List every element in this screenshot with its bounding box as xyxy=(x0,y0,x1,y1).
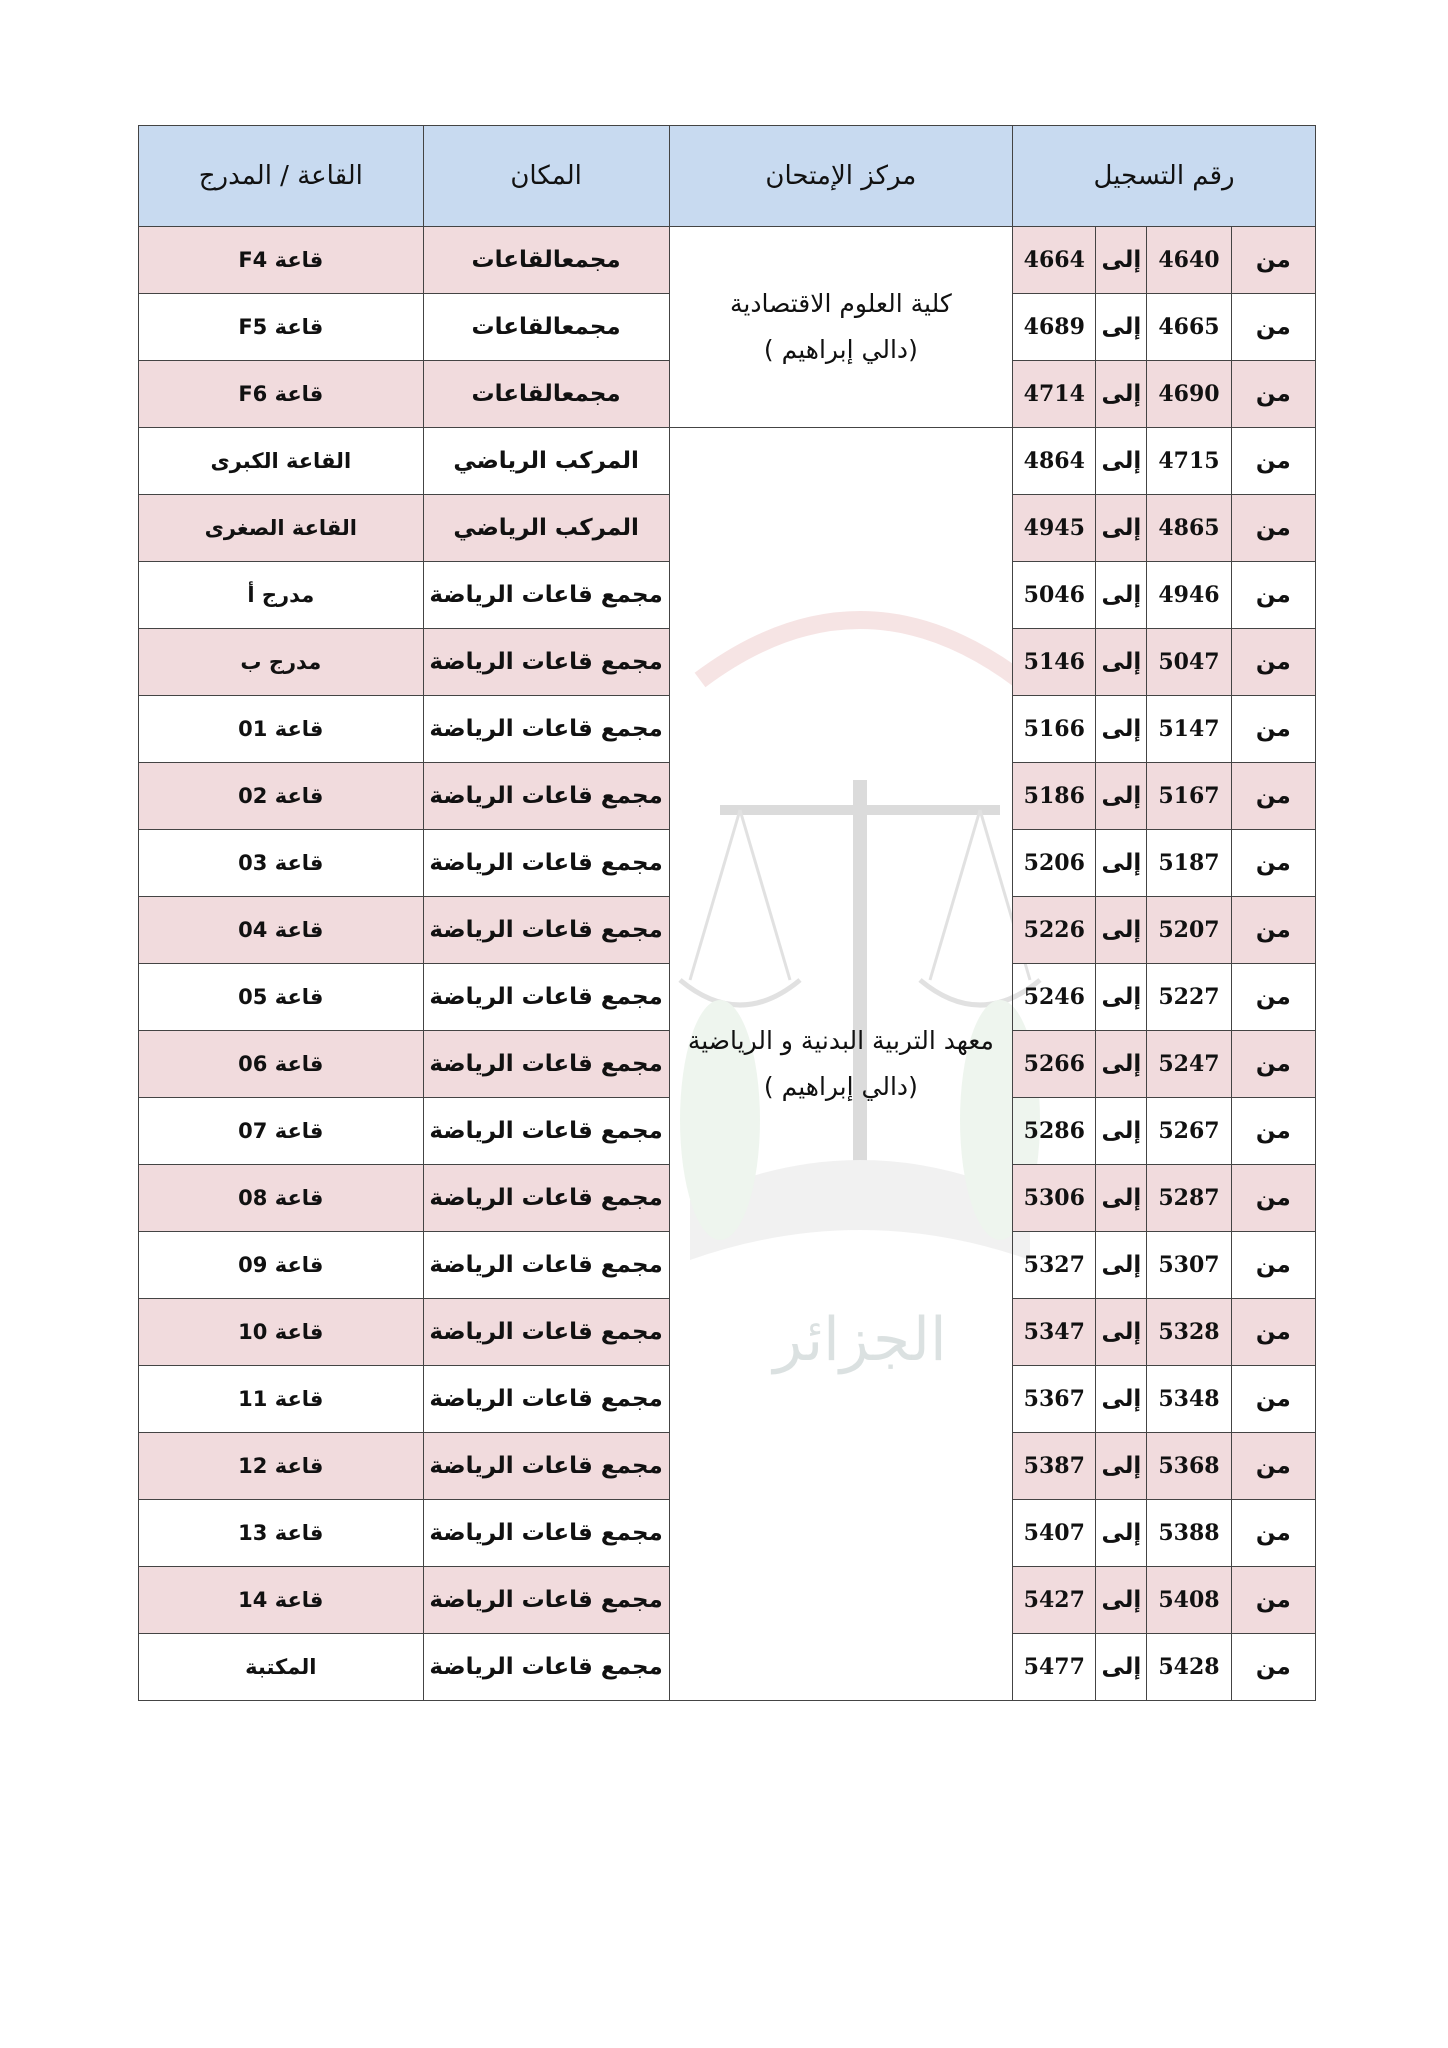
from-label: من xyxy=(1231,1500,1315,1567)
place-cell: مجمع قاعات الرياضة xyxy=(423,1232,669,1299)
range-to: 4689 xyxy=(1013,294,1096,361)
to-label: إلى xyxy=(1096,964,1147,1031)
from-label: من xyxy=(1231,1031,1315,1098)
to-label: إلى xyxy=(1096,294,1147,361)
range-to: 4714 xyxy=(1013,361,1096,428)
header-place: المكان xyxy=(423,126,669,227)
hall-cell: مدرج ب xyxy=(139,629,424,696)
range-to: 5477 xyxy=(1013,1634,1096,1701)
hall-cell: قاعة F5 xyxy=(139,294,424,361)
to-label: إلى xyxy=(1096,897,1147,964)
hall-cell: قاعة 04 xyxy=(139,897,424,964)
from-label: من xyxy=(1231,1232,1315,1299)
to-label: إلى xyxy=(1096,1433,1147,1500)
from-label: من xyxy=(1231,897,1315,964)
place-cell: مجمع قاعات الرياضة xyxy=(423,1165,669,1232)
from-label: من xyxy=(1231,964,1315,1031)
range-from: 5247 xyxy=(1147,1031,1231,1098)
hall-cell: قاعة F6 xyxy=(139,361,424,428)
range-to: 5347 xyxy=(1013,1299,1096,1366)
range-to: 5387 xyxy=(1013,1433,1096,1500)
to-label: إلى xyxy=(1096,696,1147,763)
place-cell: المركب الرياضي xyxy=(423,495,669,562)
place-cell: مجمع قاعات الرياضة xyxy=(423,1433,669,1500)
range-to: 5407 xyxy=(1013,1500,1096,1567)
table-row xyxy=(139,428,1316,495)
hall-cell: قاعة 11 xyxy=(139,1366,424,1433)
range-to: 5166 xyxy=(1013,696,1096,763)
header-registration: رقم التسجيل xyxy=(1013,126,1316,227)
from-label: من xyxy=(1231,428,1315,495)
hall-cell: قاعة 01 xyxy=(139,696,424,763)
hall-cell: قاعة 07 xyxy=(139,1098,424,1165)
to-label: إلى xyxy=(1096,495,1147,562)
range-to: 5327 xyxy=(1013,1232,1096,1299)
from-label: من xyxy=(1231,562,1315,629)
place-cell: مجمعالقاعات xyxy=(423,361,669,428)
to-label: إلى xyxy=(1096,830,1147,897)
range-from: 5368 xyxy=(1147,1433,1231,1500)
place-cell: المركب الرياضي xyxy=(423,428,669,495)
exam-center-cell xyxy=(669,428,1013,1701)
hall-cell: قاعة 12 xyxy=(139,1433,424,1500)
exam-schedule-table xyxy=(138,125,1316,1701)
range-from: 5147 xyxy=(1147,696,1231,763)
range-from: 5388 xyxy=(1147,1500,1231,1567)
range-from: 5227 xyxy=(1147,964,1231,1031)
table-row xyxy=(139,227,1316,294)
place-cell: مجمع قاعات الرياضة xyxy=(423,1031,669,1098)
to-label: إلى xyxy=(1096,562,1147,629)
to-label: إلى xyxy=(1096,1299,1147,1366)
range-from: 5287 xyxy=(1147,1165,1231,1232)
range-to: 5246 xyxy=(1013,964,1096,1031)
range-from: 5348 xyxy=(1147,1366,1231,1433)
from-label: من xyxy=(1231,294,1315,361)
range-from: 5047 xyxy=(1147,629,1231,696)
range-to: 5226 xyxy=(1013,897,1096,964)
place-cell: مجمع قاعات الرياضة xyxy=(423,1500,669,1567)
hall-cell: القاعة الصغرى xyxy=(139,495,424,562)
header-row xyxy=(139,126,1316,227)
exam-center-name: معهد التربية البدنية و الرياضية xyxy=(687,1026,994,1055)
from-label: من xyxy=(1231,696,1315,763)
hall-cell: قاعة 09 xyxy=(139,1232,424,1299)
hall-cell: قاعة 05 xyxy=(139,964,424,1031)
to-label: إلى xyxy=(1096,629,1147,696)
hall-cell: المكتبة xyxy=(139,1634,424,1701)
range-from: 5408 xyxy=(1147,1567,1231,1634)
range-to: 4664 xyxy=(1013,227,1096,294)
range-from: 4665 xyxy=(1147,294,1231,361)
from-label: من xyxy=(1231,495,1315,562)
from-label: من xyxy=(1231,1366,1315,1433)
place-cell: مجمع قاعات الرياضة xyxy=(423,1634,669,1701)
hall-cell: قاعة F4 xyxy=(139,227,424,294)
place-cell: مجمع قاعات الرياضة xyxy=(423,696,669,763)
header-exam-center: مركز الإمتحان xyxy=(669,126,1013,227)
to-label: إلى xyxy=(1096,1634,1147,1701)
hall-cell: مدرج أ xyxy=(139,562,424,629)
to-label: إلى xyxy=(1096,227,1147,294)
to-label: إلى xyxy=(1096,1232,1147,1299)
place-cell: مجمع قاعات الرياضة xyxy=(423,1098,669,1165)
to-label: إلى xyxy=(1096,361,1147,428)
from-label: من xyxy=(1231,361,1315,428)
to-label: إلى xyxy=(1096,1567,1147,1634)
hall-cell: القاعة الكبرى xyxy=(139,428,424,495)
place-cell: مجمع قاعات الرياضة xyxy=(423,629,669,696)
from-label: من xyxy=(1231,1165,1315,1232)
range-to: 5046 xyxy=(1013,562,1096,629)
exam-center-cell xyxy=(669,227,1013,428)
from-label: من xyxy=(1231,629,1315,696)
from-label: من xyxy=(1231,1567,1315,1634)
place-cell: مجمع قاعات الرياضة xyxy=(423,1567,669,1634)
to-label: إلى xyxy=(1096,1098,1147,1165)
to-label: إلى xyxy=(1096,1500,1147,1567)
range-from: 4690 xyxy=(1147,361,1231,428)
exam-center-location: (دالي إبراهيم ) xyxy=(763,1072,918,1101)
range-from: 5428 xyxy=(1147,1634,1231,1701)
from-label: من xyxy=(1231,1299,1315,1366)
range-from: 4946 xyxy=(1147,562,1231,629)
from-label: من xyxy=(1231,763,1315,830)
to-label: إلى xyxy=(1096,1031,1147,1098)
place-cell: مجمع قاعات الرياضة xyxy=(423,897,669,964)
range-from: 5187 xyxy=(1147,830,1231,897)
range-to: 5146 xyxy=(1013,629,1096,696)
range-to: 5286 xyxy=(1013,1098,1096,1165)
range-from: 4640 xyxy=(1147,227,1231,294)
hall-cell: قاعة 03 xyxy=(139,830,424,897)
place-cell: مجمعالقاعات xyxy=(423,227,669,294)
hall-cell: قاعة 13 xyxy=(139,1500,424,1567)
hall-cell: قاعة 10 xyxy=(139,1299,424,1366)
range-to: 5206 xyxy=(1013,830,1096,897)
hall-cell: قاعة 08 xyxy=(139,1165,424,1232)
place-cell: مجمع قاعات الرياضة xyxy=(423,763,669,830)
range-to: 5306 xyxy=(1013,1165,1096,1232)
place-cell: مجمع قاعات الرياضة xyxy=(423,830,669,897)
from-label: من xyxy=(1231,830,1315,897)
to-label: إلى xyxy=(1096,1165,1147,1232)
hall-cell: قاعة 14 xyxy=(139,1567,424,1634)
place-cell: مجمع قاعات الرياضة xyxy=(423,562,669,629)
from-label: من xyxy=(1231,227,1315,294)
range-to: 4945 xyxy=(1013,495,1096,562)
range-to: 4864 xyxy=(1013,428,1096,495)
range-from: 5207 xyxy=(1147,897,1231,964)
range-from: 5167 xyxy=(1147,763,1231,830)
range-from: 5307 xyxy=(1147,1232,1231,1299)
place-cell: مجمع قاعات الرياضة xyxy=(423,1366,669,1433)
to-label: إلى xyxy=(1096,428,1147,495)
place-cell: مجمعالقاعات xyxy=(423,294,669,361)
header-hall: القاعة / المدرج xyxy=(139,126,424,227)
hall-cell: قاعة 02 xyxy=(139,763,424,830)
range-from: 4865 xyxy=(1147,495,1231,562)
range-from: 4715 xyxy=(1147,428,1231,495)
range-to: 5266 xyxy=(1013,1031,1096,1098)
range-to: 5367 xyxy=(1013,1366,1096,1433)
place-cell: مجمع قاعات الرياضة xyxy=(423,964,669,1031)
place-cell: مجمع قاعات الرياضة xyxy=(423,1299,669,1366)
watermark-text: الجزائر xyxy=(773,1305,947,1375)
to-label: إلى xyxy=(1096,763,1147,830)
from-label: من xyxy=(1231,1634,1315,1701)
range-to: 5427 xyxy=(1013,1567,1096,1634)
to-label: إلى xyxy=(1096,1366,1147,1433)
hall-cell: قاعة 06 xyxy=(139,1031,424,1098)
range-to: 5186 xyxy=(1013,763,1096,830)
range-from: 5267 xyxy=(1147,1098,1231,1165)
exam-center-name: كلية العلوم الاقتصادية xyxy=(729,289,952,318)
exam-center-location: (دالي إبراهيم ) xyxy=(763,335,918,364)
range-from: 5328 xyxy=(1147,1299,1231,1366)
from-label: من xyxy=(1231,1433,1315,1500)
from-label: من xyxy=(1231,1098,1315,1165)
